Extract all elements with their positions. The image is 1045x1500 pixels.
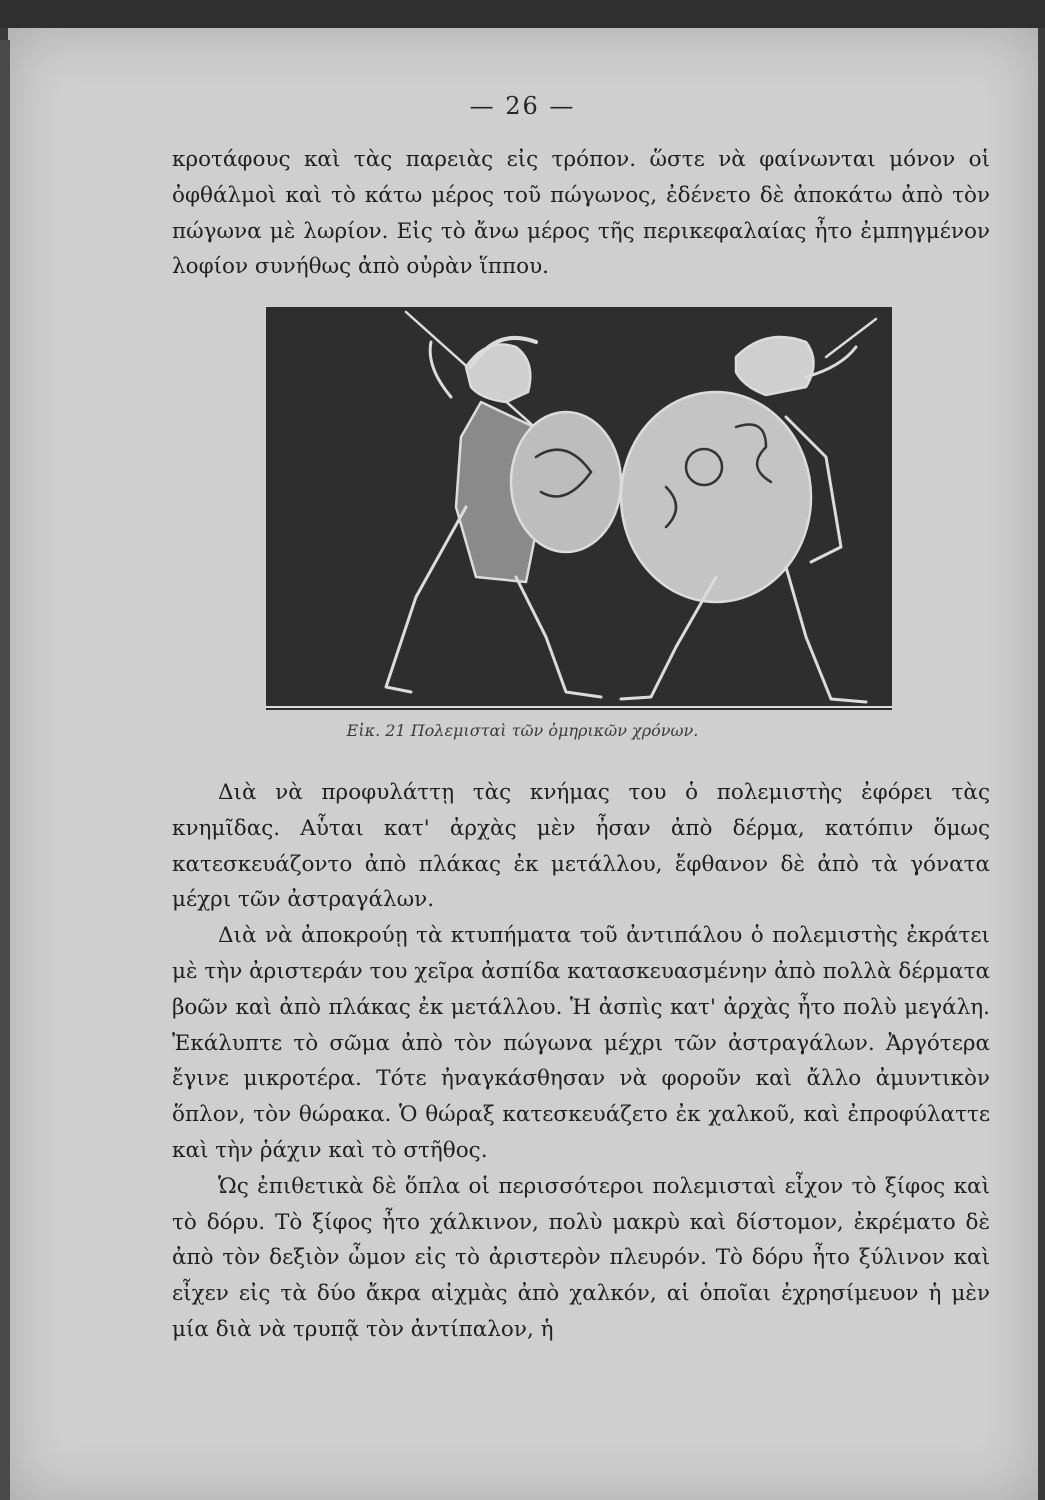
figure-caption: Εἰκ. 21 Πολεμισταὶ τῶν ὁμηρικῶν χρόνων. xyxy=(346,721,699,740)
paragraph-greaves: Διὰ νὰ προφυλάττῃ τὰς κνήμας του ὁ πολεμιστὴς ἐφόρει τὰς κνημῖδας. Αὗται κατ' ἀρχὰς μὲν ἦσαν ἀπὸ δέρμα, κατόπιν ὅμως κατεσκευάζοντο ἀπὸ πλάκας ἐκ μετάλλου, ἔφθανον δὲ ἀπὸ τὰ γόνατα μέχρι τῶν ἀστραγάλων. xyxy=(172,780,990,913)
paragraph-weapons: Ὡς ἐπιθετικὰ δὲ ὅπλα οἱ περισσότεροι πολεμισταὶ εἶχον τὸ ξίφος καὶ τὸ δόρυ. Τὸ ξίφος ἦτο χάλκινον, πολὺ μακρὺ καὶ δίστομον, ἐκρέματο δὲ ἀπὸ τὸν δεξιὸν ὦμον εἰς τὸ ἀριστερὸν πλευρόν. Τὸ δόρυ ἦτο ξύλινον καὶ εἶχεν εἰς τὰ δύο ἄκρα αἰχμὰς ἀπὸ χαλκόν, αἱ ὁποῖαι ἐχρησίμευον ἡ μὲν μία διὰ νὰ τρυπᾷ τὸν ἀντίπαλον, ἡ xyxy=(172,1173,990,1342)
body-text xyxy=(172,775,990,1348)
paragraph-text: κροτάφους καὶ τὰς παρειὰς εἰς τρόπον. ὥστε νὰ φαίνωνται μόνον οἱ ὀφθάλμοὶ καὶ τὸ κάτω μέρος τοῦ πώγωνος, ἐδένετο δὲ ἀποκάτω ἀπὸ τὸν πώγωνα μὲ λωρίον. Εἰς τὸ ἄνω μέρος τῆς περικεφαλαίας ἦτο ἐμπηγμένον λοφίον συνήθως ἀπὸ οὐρὰν ἵππου. xyxy=(172,147,990,280)
scan-top-border xyxy=(0,0,1045,28)
paragraph-helmet xyxy=(172,142,990,285)
page-number: — 26 — xyxy=(469,92,576,120)
paragraph-shield: Διὰ νὰ ἀποκρούῃ τὰ κτυπήματα τοῦ ἀντιπάλου ὁ πολεμιστὴς ἐκράτει μὲ τὴν ἀριστεράν του χεῖρα ἀσπίδα κατασκευασμένην ἀπὸ πολλὰ δέρματα βοῶν καὶ ἀπὸ πλάκας ἐκ μετάλλου. Ἡ ἀσπὶς κατ' ἀρχὰς ἦτο πολὺ μεγάλη. Ἐκάλυπτε τὸ σῶμα ἀπὸ τὸν πώγωνα μέχρι τῶν ἀστραγάλων. Ἀργότερα ἔγινε μικροτέρα. Τότε ἠναγκάσθησαν νὰ φοροῦν καὶ ἄλλο ἀμυντικὸν ὅπλον, τὸν θώρακα. Ὁ θώραξ κατεσκευάζετο ἐκ χαλκοῦ, καὶ ἐπροφύλαττε καὶ τὴν ῥάχιν καὶ τὸ στῆθος. xyxy=(172,923,990,1163)
warriors-illustration xyxy=(266,307,892,710)
page-edge-shadow xyxy=(0,40,10,1500)
figure-homeric-warriors xyxy=(266,307,892,710)
shield-left-icon xyxy=(511,412,621,552)
shield-right-icon xyxy=(621,392,811,602)
